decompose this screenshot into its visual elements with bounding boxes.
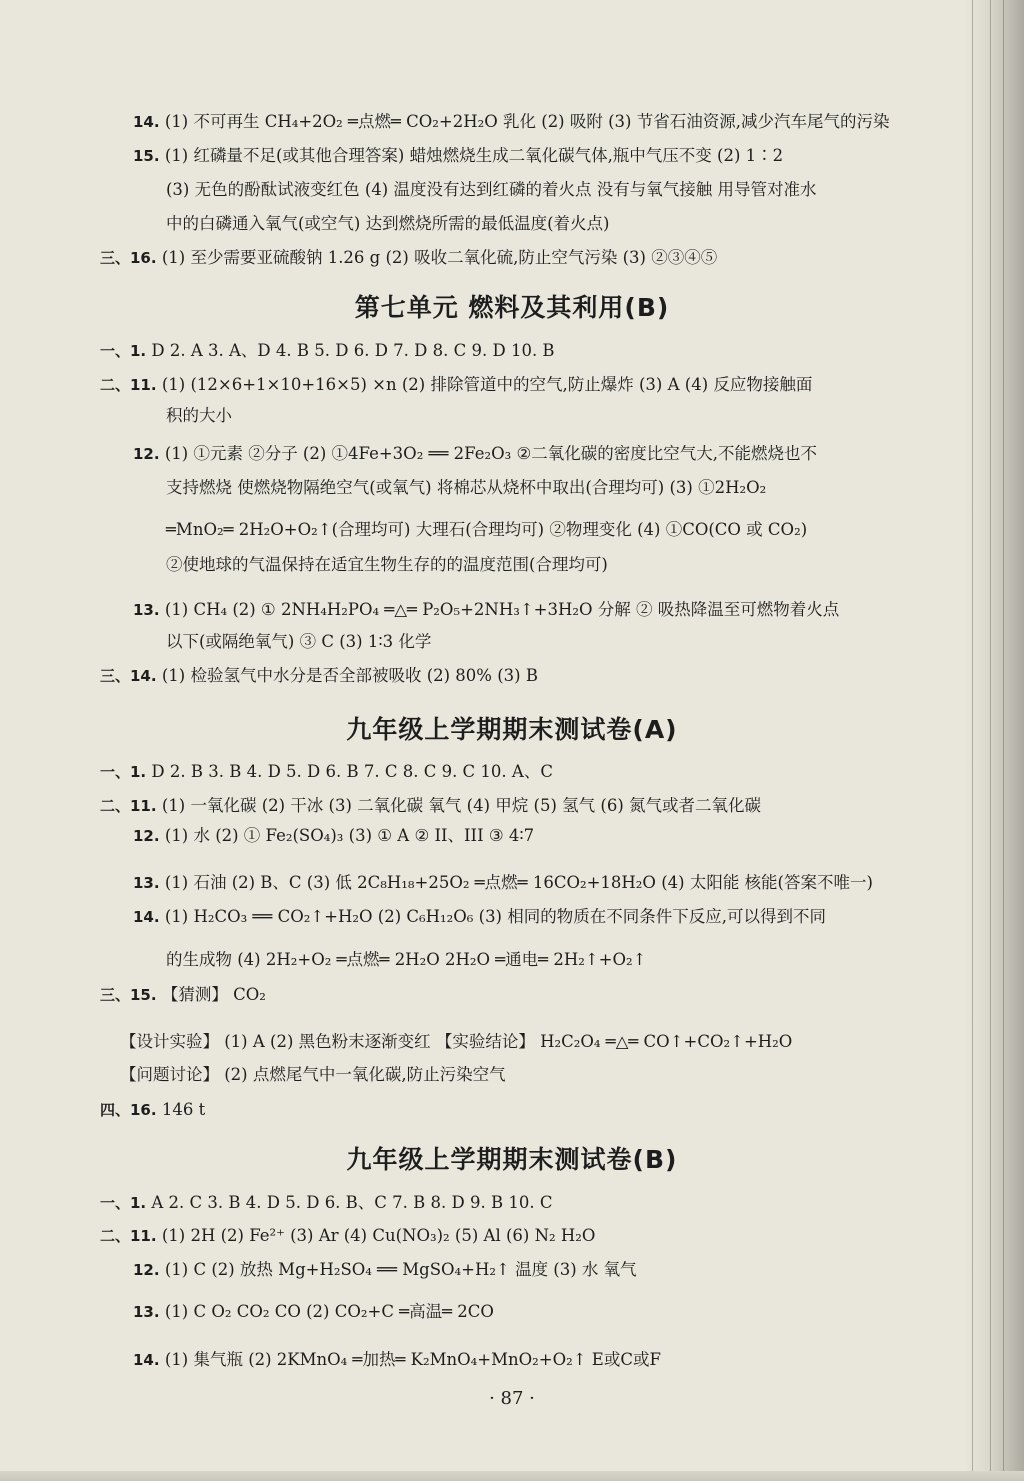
section-title: 第七单元 燃料及其利用(B) — [354, 293, 670, 322]
answer-line: 12. (1) C (2) 放热 Mg+H₂SO₄ ══ MgSO₄+H₂↑ 温度 (3) 水 氧气 — [133, 1260, 637, 1279]
answer-line: 一、1. A 2. C 3. B 4. D 5. D 6. B、C 7. B 8. D 9. B 10. C — [100, 1193, 553, 1212]
section-title: 九年级上学期期末测试卷(A) — [346, 715, 678, 744]
answer-line: 以下(或隔绝氧气) ③ C (3) 1∶3 化学 — [166, 632, 432, 651]
answer-line: 12. (1) ①元素 ②分子 (2) ①4Fe+3O₂ ══ 2Fe₂O₃ ②二氧化碳的密度比空气大,不能燃烧也不 — [133, 444, 818, 463]
answer-line: 一、1. D 2. A 3. A、D 4. B 5. D 6. D 7. D 8. C 9. D 10. B — [100, 341, 555, 360]
answer-line: 四、16. 146 t — [100, 1100, 206, 1119]
section-title: 九年级上学期期末测试卷(B) — [346, 1145, 678, 1174]
answer-line: 12. (1) 水 (2) ① Fe₂(SO₄)₃ (3) ① A ② II、III ③ 4∶7 — [133, 826, 535, 845]
answer-line: 三、16. (1) 至少需要亚硫酸钠 1.26 g (2) 吸收二氧化硫,防止空气污染 (3) ②③④⑤ — [100, 248, 718, 267]
answer-line: (3) 无色的酚酞试液变红色 (4) 温度没有达到红磷的着火点 没有与氧气接触 用导管对准水 — [166, 180, 817, 199]
answer-line: 14. (1) 集气瓶 (2) 2KMnO₄ ═加热═ K₂MnO₄+MnO₂+O₂↑ E或C或F — [133, 1350, 661, 1369]
answer-line: 【设计实验】 (1) A (2) 黑色粉末逐渐变红 【实验结论】 H₂C₂O₄ ═△═ CO↑+CO₂↑+H₂O — [120, 1032, 793, 1051]
answer-line: 一、1. D 2. B 3. B 4. D 5. D 6. B 7. C 8. C 9. C 10. A、C — [100, 762, 553, 781]
answer-line: 14. (1) H₂CO₃ ══ CO₂↑+H₂O (2) C₆H₁₂O₆ (3) 相同的物质在不同条件下反应,可以得到不同 — [133, 907, 826, 926]
answer-line: ═MnO₂═ 2H₂O+O₂↑(合理均可) 大理石(合理均可) ②物理变化 (4) ①CO(CO 或 CO₂) — [166, 520, 808, 539]
answer-line: 13. (1) C O₂ CO₂ CO (2) CO₂+C ═高温═ 2CO — [133, 1302, 494, 1321]
answer-line: 中的白磷通入氧气(或空气) 达到燃烧所需的最低温度(着火点) — [166, 214, 610, 233]
answer-line: 二、11. (1) 2H (2) Fe²⁺ (3) Ar (4) Cu(NO₃)₂ (5) Al (6) N₂ H₂O — [100, 1226, 596, 1245]
answer-line: 二、11. (1) (12×6+1×10+16×5) ×n (2) 排除管道中的空气,防止爆炸 (3) A (4) 反应物接触面 — [100, 375, 813, 394]
page-bottom-edge — [0, 1471, 1024, 1481]
answer-line: 14. (1) 不可再生 CH₄+2O₂ ═点燃═ CO₂+2H₂O 乳化 (2) 吸附 (3) 节省石油资源,减少汽车尾气的污染 — [133, 112, 890, 131]
answer-line: 积的大小 — [166, 406, 232, 425]
answer-line: ②使地球的气温保持在适宜生物生存的的温度范围(合理均可) — [166, 555, 608, 574]
answer-line: 15. (1) 红磷量不足(或其他合理答案) 蜡烛燃烧生成二氧化碳气体,瓶中气压不变 (2) 1∶2 — [133, 146, 784, 165]
answer-line: 二、11. (1) 一氧化碳 (2) 干冰 (3) 二氧化碳 氧气 (4) 甲烷 (5) 氢气 (6) 氮气或者二氧化碳 — [100, 796, 762, 815]
answer-line: 13. (1) 石油 (2) B、C (3) 低 2C₈H₁₈+25O₂ ═点燃═ 16CO₂+18H₂O (4) 太阳能 核能(答案不唯一) — [133, 873, 873, 892]
answer-line: 支持燃烧 使燃烧物隔绝空气(或氧气) 将棉芯从烧杯中取出(合理均可) (3) ①2H₂O₂ — [166, 478, 767, 497]
answer-line: 的生成物 (4) 2H₂+O₂ ═点燃═ 2H₂O 2H₂O ═通电═ 2H₂↑+O₂↑ — [166, 950, 647, 969]
page-number: · 87 · — [489, 1388, 535, 1409]
answer-line: 三、15. 【猜测】 CO₂ — [100, 985, 266, 1004]
answer-line: 三、14. (1) 检验氢气中水分是否全部被吸收 (2) 80% (3) B — [100, 666, 538, 685]
answer-line: 13. (1) CH₄ (2) ① 2NH₄H₂PO₄ ═△═ P₂O₅+2NH₃↑+3H₂O 分解 ② 吸热降温至可燃物着火点 — [133, 600, 840, 619]
answer-line: 【问题讨论】 (2) 点燃尾气中一氧化碳,防止污染空气 — [120, 1065, 506, 1084]
